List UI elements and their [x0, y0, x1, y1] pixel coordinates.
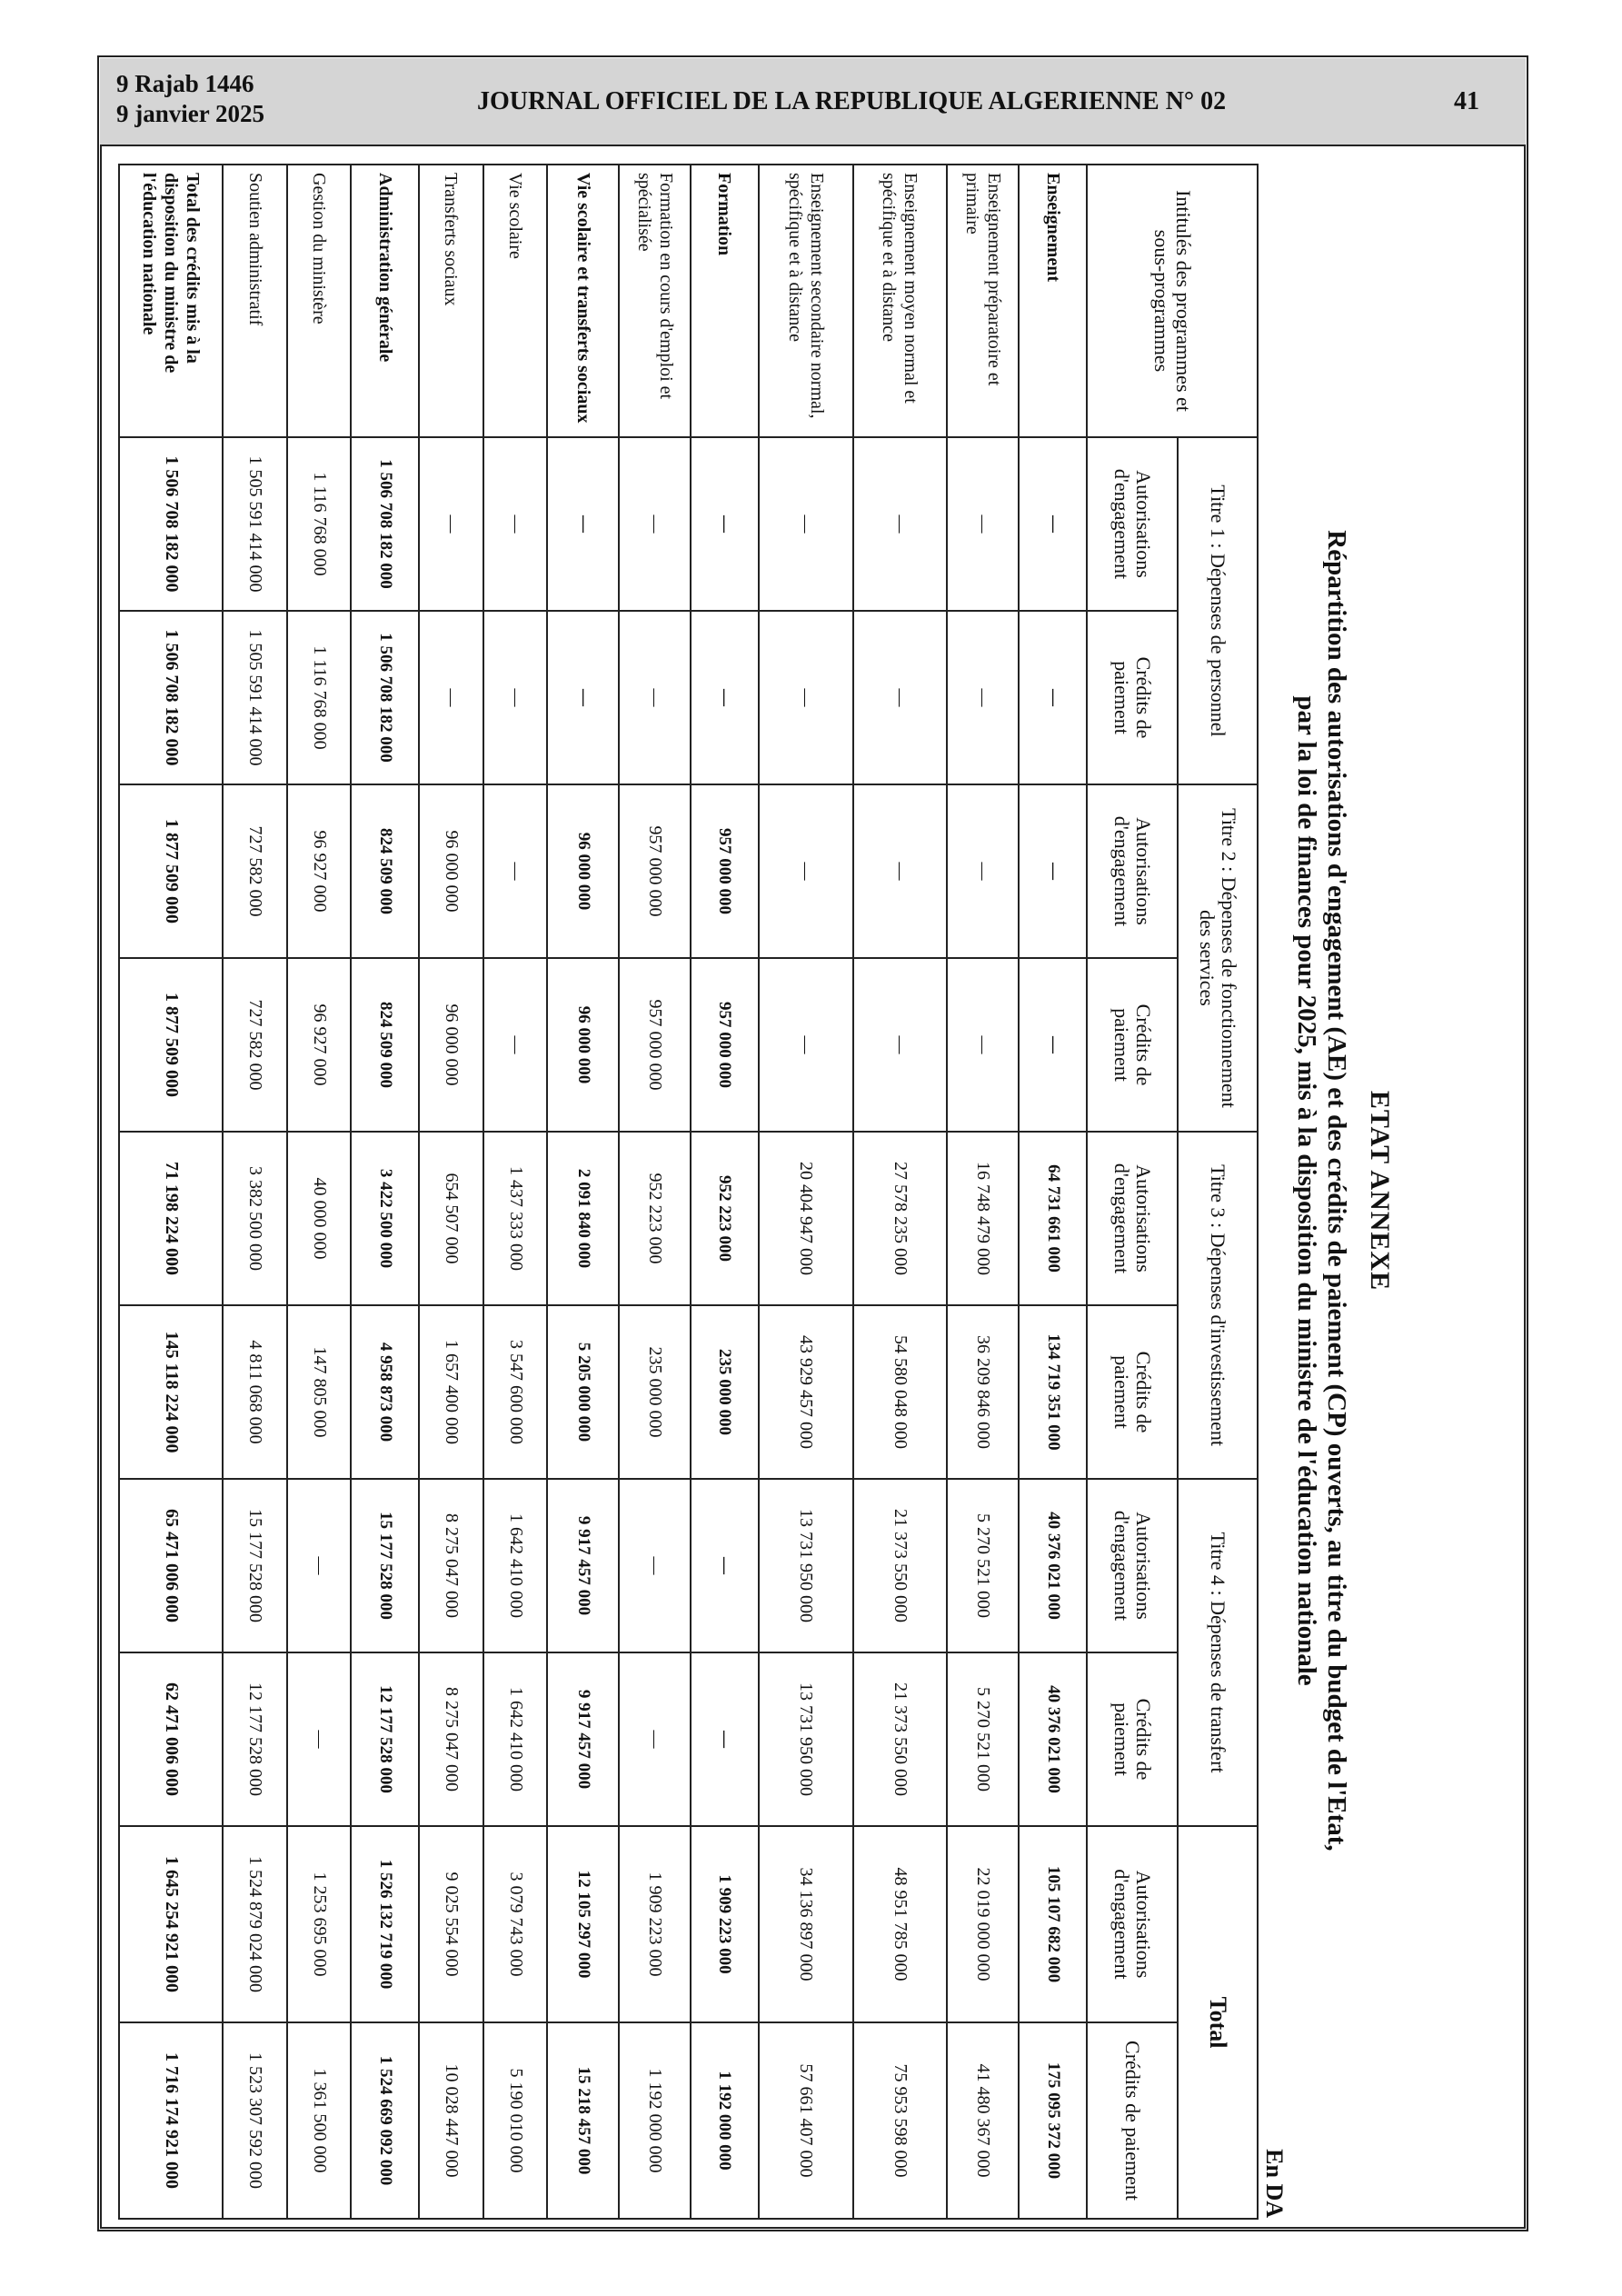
header-titre4: Titre 4 : Dépenses de transfert: [1178, 1479, 1258, 1826]
row-value: 12 177 528 000: [351, 1652, 419, 1826]
row-value: —: [419, 437, 483, 611]
row-value: 96 927 000: [287, 784, 352, 958]
row-value: 1 192 000 000: [619, 2022, 691, 2219]
row-value: —: [1019, 611, 1087, 784]
row-value: 12 105 297 000: [547, 1826, 619, 2022]
row-value: 96 927 000: [287, 958, 352, 1132]
row-label: Vie scolaire: [483, 165, 548, 437]
row-value: 96 000 000: [419, 958, 483, 1132]
subheader-cp: Crédits de paiement: [1087, 958, 1178, 1132]
row-value: 40 000 000: [287, 1132, 352, 1305]
header-date: [116, 69, 264, 129]
row-value: 21 373 550 000: [853, 1652, 948, 1826]
row-value: —: [759, 784, 853, 958]
row-value: 145 118 224 000: [119, 1305, 223, 1479]
row-value: 957 000 000: [619, 784, 691, 958]
row-value: 1 642 410 000: [483, 1479, 548, 1652]
row-value: —: [853, 611, 948, 784]
row-value: 727 582 000: [223, 958, 287, 1132]
row-value: —: [691, 611, 759, 784]
row-label: Formation: [691, 165, 759, 437]
row-value: 952 223 000: [691, 1132, 759, 1305]
row-value: 9 025 554 000: [419, 1826, 483, 2022]
table-row: [547, 165, 619, 2219]
row-label: Total des crédits mis à la disposition du ministre de l'éducation nationale: [119, 165, 223, 437]
row-value: 105 107 682 000: [1019, 1826, 1087, 2022]
subheader-cp: Crédits de paiement: [1087, 1652, 1178, 1826]
row-value: 1 116 768 000: [287, 611, 352, 784]
row-value: —: [947, 784, 1019, 958]
row-value: 1 909 223 000: [619, 1826, 691, 2022]
row-value: —: [619, 611, 691, 784]
row-value: 1 253 695 000: [287, 1826, 352, 2022]
row-value: 235 000 000: [619, 1305, 691, 1479]
subheader-cp: Crédits de paiement: [1087, 2022, 1178, 2219]
row-value: —: [483, 958, 548, 1132]
row-value: —: [483, 784, 548, 958]
row-value: 36 209 846 000: [947, 1305, 1019, 1479]
row-value: 9 917 457 000: [547, 1479, 619, 1652]
annex-title: ETAT ANNEXE: [1365, 1090, 1395, 1292]
table-row: [483, 165, 548, 2219]
row-value: 1 505 591 414 000: [223, 611, 287, 784]
subheader-ae: Autorisations d'engagement: [1087, 1479, 1178, 1652]
row-value: 41 480 367 000: [947, 2022, 1019, 2219]
row-value: 96 000 000: [419, 784, 483, 958]
row-label: Gestion du ministère: [287, 165, 352, 437]
row-value: 1 192 000 000: [691, 2022, 759, 2219]
row-value: 13 731 950 000: [759, 1479, 853, 1652]
row-value: —: [759, 437, 853, 611]
row-value: 48 951 785 000: [853, 1826, 948, 2022]
row-value: 8 275 047 000: [419, 1479, 483, 1652]
row-value: —: [759, 611, 853, 784]
row-value: —: [853, 437, 948, 611]
row-value: 15 177 528 000: [223, 1479, 287, 1652]
row-value: 4 958 873 000: [351, 1305, 419, 1479]
row-label: Administration générale: [351, 165, 419, 437]
row-value: 235 000 000: [691, 1305, 759, 1479]
unit-label: En DA: [1261, 2149, 1288, 2218]
row-value: 5 270 521 000: [947, 1479, 1019, 1652]
row-value: —: [947, 437, 1019, 611]
date-gregorian: 9 janvier 2025: [116, 100, 264, 127]
annex-subtitle: [1291, 391, 1351, 1991]
table-row: [947, 165, 1019, 2219]
table-row: [419, 165, 483, 2219]
row-value: 96 000 000: [547, 784, 619, 958]
page-number: 41: [1454, 87, 1479, 115]
row-value: —: [691, 1652, 759, 1826]
row-value: —: [947, 958, 1019, 1132]
row-value: 40 376 021 000: [1019, 1479, 1087, 1652]
table-row: [223, 165, 287, 2219]
row-value: 5 205 000 000: [547, 1305, 619, 1479]
journal-title: JOURNAL OFFICIEL DE LA REPUBLIQUE ALGERIENNE N° 02: [477, 87, 1227, 115]
row-value: 1 877 509 000: [119, 958, 223, 1132]
row-value: 10 028 447 000: [419, 2022, 483, 2219]
subheader-cp: Crédits de paiement: [1087, 611, 1178, 784]
row-value: —: [853, 958, 948, 1132]
row-value: 952 223 000: [619, 1132, 691, 1305]
row-value: 134 719 351 000: [1019, 1305, 1087, 1479]
row-value: 43 929 457 000: [759, 1305, 853, 1479]
row-value: 1 524 879 024 000: [223, 1826, 287, 2022]
row-value: —: [853, 784, 948, 958]
row-label: Enseignement: [1019, 165, 1087, 437]
row-value: 71 198 224 000: [119, 1132, 223, 1305]
row-value: 64 731 661 000: [1019, 1132, 1087, 1305]
table-row: [619, 165, 691, 2219]
table-total-row: [119, 165, 223, 2219]
annex-subtitle-line1: Répartition des autorisations d'engagement (AE) et des crédits de paiement (CP) ouverts, au titre du budget de l'Etat,: [1322, 530, 1351, 1852]
row-value: 1 506 708 182 000: [351, 437, 419, 611]
row-label: Vie scolaire et transferts sociaux: [547, 165, 619, 437]
row-value: —: [759, 958, 853, 1132]
row-value: 3 079 743 000: [483, 1826, 548, 2022]
row-value: 75 953 598 000: [853, 2022, 948, 2219]
row-value: 1 506 708 182 000: [119, 437, 223, 611]
annex-subtitle-line2: par la loi de finances pour 2025, mis à la disposition du ministre de l'éducation nationale: [1292, 695, 1321, 1686]
row-value: —: [483, 437, 548, 611]
row-value: 54 580 048 000: [853, 1305, 948, 1479]
row-value: 1 506 708 182 000: [119, 611, 223, 784]
row-value: 957 000 000: [619, 958, 691, 1132]
row-value: —: [1019, 437, 1087, 611]
row-value: —: [619, 1479, 691, 1652]
row-value: 3 422 500 000: [351, 1132, 419, 1305]
header-titre3: Titre 3 : Dépenses d'investissement: [1178, 1132, 1258, 1479]
subheader-ae: Autorisations d'engagement: [1087, 784, 1178, 958]
row-value: 1 877 509 000: [119, 784, 223, 958]
date-hijri: 9 Rajab 1446: [116, 70, 254, 97]
row-value: —: [547, 437, 619, 611]
row-value: 654 507 000: [419, 1132, 483, 1305]
row-value: —: [619, 1652, 691, 1826]
table-row: [759, 165, 853, 2219]
row-value: —: [287, 1479, 352, 1652]
subheader-ae: Autorisations d'engagement: [1087, 1826, 1178, 2022]
row-value: 957 000 000: [691, 784, 759, 958]
table-row: [351, 165, 419, 2219]
row-value: —: [1019, 958, 1087, 1132]
row-label: Enseignement moyen normal et spécifique et à distance: [853, 165, 948, 437]
row-value: 1 645 254 921 000: [119, 1826, 223, 2022]
row-value: 1 909 223 000: [691, 1826, 759, 2022]
row-value: —: [691, 437, 759, 611]
row-value: 13 731 950 000: [759, 1652, 853, 1826]
row-value: —: [619, 437, 691, 611]
row-value: 1 716 174 921 000: [119, 2022, 223, 2219]
row-value: 21 373 550 000: [853, 1479, 948, 1652]
row-value: 4 811 068 000: [223, 1305, 287, 1479]
row-label: Transferts sociaux: [419, 165, 483, 437]
row-value: 5 190 010 000: [483, 2022, 548, 2219]
row-value: 5 270 521 000: [947, 1652, 1019, 1826]
row-value: 34 136 897 000: [759, 1826, 853, 2022]
row-value: 16 748 479 000: [947, 1132, 1019, 1305]
row-value: 1 437 333 000: [483, 1132, 548, 1305]
row-value: 175 095 372 000: [1019, 2022, 1087, 2219]
row-value: 1 526 132 719 000: [351, 1826, 419, 2022]
row-value: 65 471 006 000: [119, 1479, 223, 1652]
header-titre1: Titre 1 : Dépenses de personnel: [1178, 437, 1258, 784]
row-value: 1 116 768 000: [287, 437, 352, 611]
row-value: —: [547, 611, 619, 784]
row-value: 12 177 528 000: [223, 1652, 287, 1826]
row-value: 727 582 000: [223, 784, 287, 958]
row-value: 1 505 591 414 000: [223, 437, 287, 611]
row-value: 957 000 000: [691, 958, 759, 1132]
subheader-ae: Autorisations d'engagement: [1087, 1132, 1178, 1305]
row-value: 3 382 500 000: [223, 1132, 287, 1305]
budget-table: [118, 164, 1259, 2220]
row-value: 8 275 047 000: [419, 1652, 483, 1826]
row-value: —: [947, 611, 1019, 784]
header-total: Total: [1178, 1826, 1258, 2219]
row-label: Enseignement secondaire normal, spécifique et à distance: [759, 165, 853, 437]
table-row: [853, 165, 948, 2219]
header-programmes: Intitulés des programmes et sous-programmes: [1087, 165, 1258, 437]
row-value: 57 661 407 000: [759, 2022, 853, 2219]
row-value: 147 805 000: [287, 1305, 352, 1479]
row-value: 96 000 000: [547, 958, 619, 1132]
row-value: 27 578 235 000: [853, 1132, 948, 1305]
table-row: [1019, 165, 1087, 2219]
row-value: 2 091 840 000: [547, 1132, 619, 1305]
row-value: 1 524 669 092 000: [351, 2022, 419, 2219]
row-value: 22 019 000 000: [947, 1826, 1019, 2022]
row-value: —: [1019, 784, 1087, 958]
row-value: —: [419, 611, 483, 784]
row-value: 15 177 528 000: [351, 1479, 419, 1652]
row-value: 62 471 006 000: [119, 1652, 223, 1826]
row-value: 20 404 947 000: [759, 1132, 853, 1305]
row-value: 40 376 021 000: [1019, 1652, 1087, 1826]
table-row: [691, 165, 759, 2219]
row-label: Formation en cours d'emploi et spécialisée: [619, 165, 691, 437]
row-label: Soutien administratif: [223, 165, 287, 437]
row-value: —: [691, 1479, 759, 1652]
header-titre2: Titre 2 : Dépenses de fonctionnement des services: [1178, 784, 1258, 1132]
row-value: 1 523 307 592 000: [223, 2022, 287, 2219]
row-value: 15 218 457 000: [547, 2022, 619, 2219]
row-value: 1 361 500 000: [287, 2022, 352, 2219]
row-value: 9 917 457 000: [547, 1652, 619, 1826]
annex-content: [118, 164, 1395, 2218]
row-value: 1 657 400 000: [419, 1305, 483, 1479]
table-row: [287, 165, 352, 2219]
row-value: 1 642 410 000: [483, 1652, 548, 1826]
subheader-ae: Autorisations d'engagement: [1087, 437, 1178, 611]
row-value: —: [483, 611, 548, 784]
subheader-cp: Crédits de paiement: [1087, 1305, 1178, 1479]
row-value: 824 509 000: [351, 784, 419, 958]
row-value: —: [287, 1652, 352, 1826]
row-label: Enseignement préparatoire et primaire: [947, 165, 1019, 437]
row-value: 3 547 600 000: [483, 1305, 548, 1479]
row-value: 824 509 000: [351, 958, 419, 1132]
row-value: 1 506 708 182 000: [351, 611, 419, 784]
